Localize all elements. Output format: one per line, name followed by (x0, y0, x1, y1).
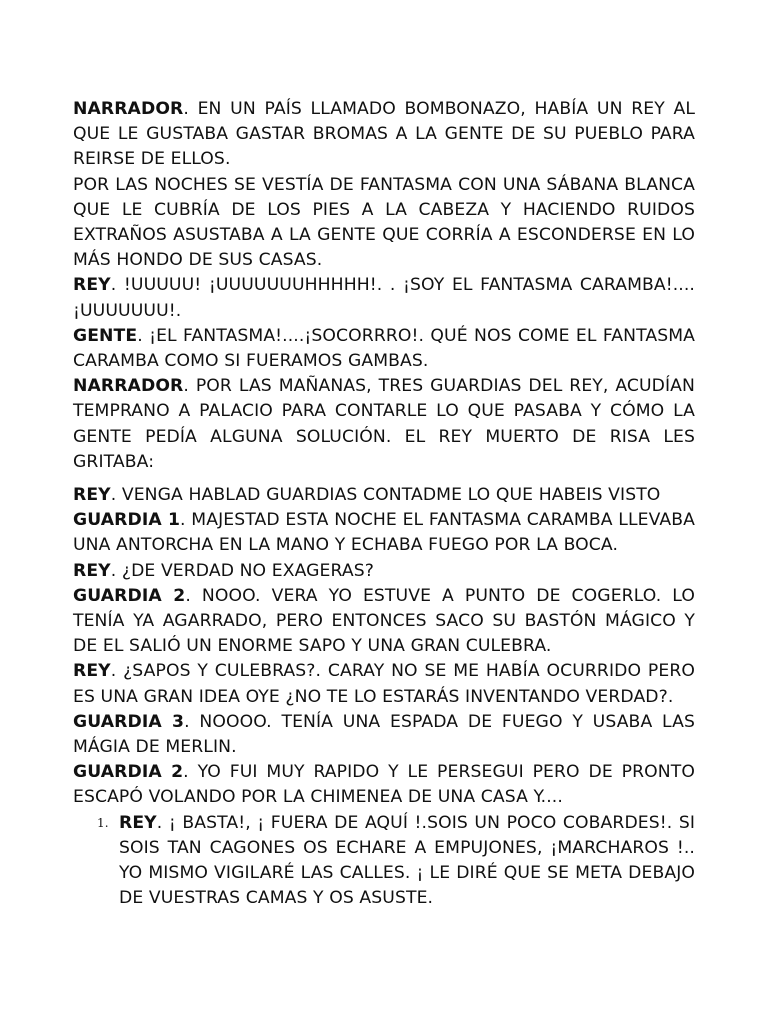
paragraph-guardia-3 (73, 710, 695, 760)
paragraph-text: . ¡ BASTA!, ¡ FUERA DE AQUÍ !.SOIS UN POCO COBARDES!. SI SOIS TAN CAGONES OS ECHARE A EMPUJONES, ¡MARCHAROS !.. YO MISMO VIGILARÉ LAS CALLES. ¡ LE DIRÉ QUE SE META DEBAJO DE VUESTRAS CAMAS Y OS ASUSTE. (119, 812, 695, 909)
speaker-label: REY (73, 485, 111, 506)
speaker-label: GUARDIA 1 (73, 510, 181, 531)
paragraph-text: . VENGA HABLAD GUARDIAS CONTADME LO QUE HABEIS VISTO (110, 485, 661, 506)
speaker-label: REY (73, 275, 111, 296)
paragraph-text: . POR LAS MAÑANAS, TRES GUARDIAS DEL REY, ACUDÍAN TEMPRANO A PALACIO PARA CONTARLE LO QUE PASABA Y CÓMO LA GENTE PEDÍA ALGUNA SOLUCIÓN. EL REY MUERTO DE RISA LES GRITABA: (73, 376, 695, 472)
list-item (73, 811, 695, 912)
paragraph-rey-1 (73, 273, 695, 323)
speaker-label: NARRADOR (73, 376, 184, 397)
paragraph-text: . NOOOO. TENÍA UNA ESPADA DE FUEGO Y USABA LAS MÁGIA DE MERLIN. (73, 711, 695, 758)
paragraph-text: . EN UN PAÍS LLAMADO BOMBONAZO, HABÍA UN REY AL QUE LE GUSTABA GASTAR BROMAS A LA GENTE DE SU PUEBLO PARA REIRSE DE ELLOS. (73, 99, 695, 170)
paragraph-narrator-1 (73, 97, 695, 173)
paragraph-rey-3 (73, 559, 695, 584)
paragraph-gente (73, 324, 695, 374)
speaker-label: NARRADOR (73, 99, 184, 119)
speaker-label: GENTE (73, 325, 138, 346)
paragraph-narrator-2 (73, 374, 695, 475)
paragraph-rey-4 (73, 659, 695, 709)
paragraph-guardia-1 (73, 508, 695, 558)
numbered-list (73, 811, 695, 912)
paragraph-text: POR LAS NOCHES SE VESTÍA DE FANTASMA CON UNA SÁBANA BLANCA QUE LE CUBRÍA DE LOS PIES A LA CABEZA Y HACIENDO RUIDOS EXTRAÑOS ASUSTABA A LA GENTE QUE CORRÍA A ESCONDERSE EN LO MÁS HONDO DE SUS CASAS. (73, 174, 695, 271)
paragraph-text: . ¡EL FANTASMA!....¡SOCORRRO!. QUÉ NOS COME EL FANTASMA CARAMBA COMO SI FUERAMOS GAMBAS. (73, 325, 695, 372)
paragraph-guardia-2a (73, 584, 695, 660)
paragraph-rey-2 (73, 483, 695, 508)
speaker-label: REY (73, 661, 111, 682)
list-number: 1. (97, 815, 109, 830)
document-page (73, 97, 695, 912)
speaker-label: GUARDIA 3 (73, 711, 185, 732)
speaker-label: GUARDIA 2 (73, 762, 184, 783)
paragraph-text: . !UUUUU! ¡UUUUUUUHHHHH!. . ¡SOY EL FANTASMA CARAMBA!.... ¡UUUUUUU!. (73, 275, 695, 321)
speaker-label: REY (73, 560, 111, 581)
speaker-label: GUARDIA 2 (73, 585, 186, 606)
paragraph-text: . ¿DE VERDAD NO EXAGERAS? (110, 560, 374, 581)
paragraph-narration-2 (73, 173, 695, 274)
paragraph-text: . YO FUI MUY RAPIDO Y LE PERSEGUI PERO DE PRONTO ESCAPÓ VOLANDO POR LA CHIMENEA DE UNA CASA Y.... (73, 762, 695, 808)
paragraph-text: . MAJESTAD ESTA NOCHE EL FANTASMA CARAMBA LLEVABA UNA ANTORCHA EN LA MANO Y ECHABA FUEGO POR LA BOCA. (73, 510, 695, 556)
paragraph-guardia-2b (73, 760, 695, 810)
paragraph-text: . ¿SAPOS Y CULEBRAS?. CARAY NO SE ME HABÍA OCURRIDO PERO ES UNA GRAN IDEA OYE ¿NO TE LO ESTARÁS INVENTANDO VERDAD?. (73, 661, 695, 707)
speaker-label: REY (119, 812, 157, 833)
paragraph-text: . NOOO. VERA YO ESTUVE A PUNTO DE COGERLO. LO TENÍA YA AGARRADO, PERO ENTONCES SACO SU BASTÓN MÁGICO Y DE EL SALIÓ UN ENORME SAPO Y UNA GRAN CULEBRA. (73, 585, 695, 657)
